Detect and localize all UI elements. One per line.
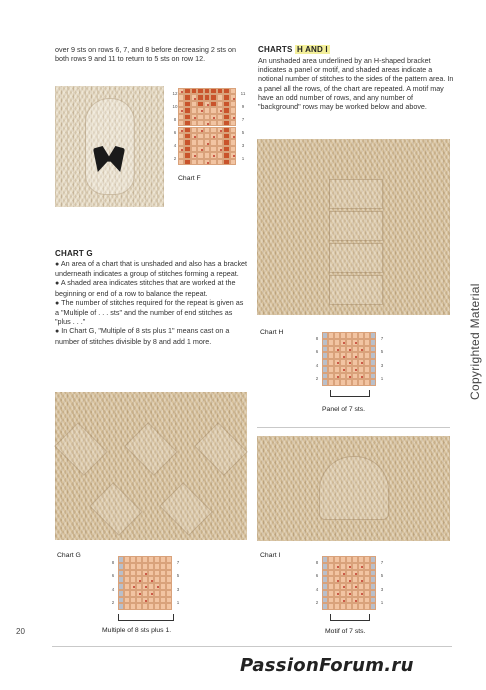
row-number: 4	[111, 586, 115, 592]
purl-dot	[349, 566, 351, 568]
chart-cell	[166, 583, 172, 590]
chart-cell	[166, 597, 172, 604]
purl-dot	[181, 91, 183, 93]
chart-cell	[166, 576, 172, 583]
row-number: 8	[111, 559, 115, 565]
chart-cell	[370, 366, 376, 373]
purl-dot	[207, 104, 209, 106]
purl-dot	[361, 593, 363, 595]
chart-cell	[370, 556, 376, 563]
page-number: 20	[16, 627, 25, 636]
purl-dot	[201, 110, 203, 112]
chart-cell	[166, 556, 172, 563]
purl-dot	[213, 117, 215, 119]
swatch-chart-g	[55, 392, 247, 540]
row-number: 7	[241, 117, 245, 123]
purl-dot	[207, 162, 209, 164]
purl-dot	[361, 362, 363, 364]
chart-cell	[370, 352, 376, 359]
row-number: 4	[173, 142, 177, 148]
row-number: 7	[380, 559, 384, 565]
purl-dot	[145, 586, 147, 588]
row-number: 4	[315, 586, 319, 592]
purl-dot	[337, 580, 339, 582]
purl-dot	[201, 130, 203, 132]
chart-i-grid	[322, 556, 376, 610]
chart-cell	[370, 373, 376, 380]
dome-motif	[319, 456, 389, 520]
bullet-4: ● In Chart G, "Multiple of 8 sts plus 1" means cast on a number of stitches divisible by 8 and add 1 more.	[55, 326, 230, 346]
chart-h-bracket	[330, 390, 370, 397]
chart-cell	[370, 590, 376, 597]
swatch-chart-f	[55, 86, 164, 207]
purl-dot	[145, 600, 147, 602]
row-number: 1	[380, 376, 384, 382]
row-number: 4	[315, 362, 319, 368]
purl-dot	[194, 136, 196, 138]
purl-dot	[355, 573, 357, 575]
row-number: 1	[176, 600, 180, 606]
purl-dot	[233, 98, 235, 100]
purl-dot	[337, 376, 339, 378]
purl-dot	[349, 580, 351, 582]
purl-dot	[343, 356, 345, 358]
chart-cell	[370, 583, 376, 590]
chart-i-caption: Motif of 7 sts.	[325, 628, 366, 635]
row-number: 2	[315, 376, 319, 382]
chart-g-heading: CHART G	[55, 249, 93, 258]
panel-motif	[329, 275, 383, 305]
purl-dot	[151, 593, 153, 595]
row-number: 2	[111, 600, 115, 606]
chart-cell	[370, 570, 376, 577]
chart-cell	[230, 159, 236, 165]
row-number: 2	[315, 600, 319, 606]
row-number: 11	[240, 91, 246, 97]
purl-dot	[337, 566, 339, 568]
row-number: 3	[380, 586, 384, 592]
chart-i-label: Chart I	[260, 552, 281, 559]
row-number: 2	[173, 155, 177, 161]
purl-dot	[343, 573, 345, 575]
purl-dot	[361, 580, 363, 582]
panel-motif	[329, 211, 383, 241]
chart-cell	[370, 603, 376, 610]
purl-dot	[349, 376, 351, 378]
row-number: 5	[241, 129, 245, 135]
purl-dot	[361, 376, 363, 378]
purl-dot	[349, 362, 351, 364]
purl-dot	[220, 130, 222, 132]
purl-dot	[355, 342, 357, 344]
purl-dot	[181, 130, 183, 132]
purl-dot	[233, 117, 235, 119]
chart-f-label: Chart F	[178, 175, 201, 182]
chart-cell	[166, 603, 172, 610]
purl-dot	[139, 593, 141, 595]
row-number: 8	[315, 559, 319, 565]
purl-dot	[194, 98, 196, 100]
diamond-motif	[54, 422, 108, 476]
row-number: 3	[176, 586, 180, 592]
purl-dot	[343, 600, 345, 602]
purl-dot	[207, 143, 209, 145]
purl-dot	[207, 123, 209, 125]
chart-cell	[370, 379, 376, 386]
purl-dot	[337, 593, 339, 595]
purl-dot	[157, 586, 159, 588]
purl-dot	[355, 356, 357, 358]
purl-dot	[355, 600, 357, 602]
row-number: 3	[380, 362, 384, 368]
purl-dot	[355, 369, 357, 371]
panel-motif	[329, 179, 383, 209]
intro-text: over 9 sts on rows 6, 7, and 8 before decreasing 2 sts on both rows 9 and 11 to return to 5 sts on row 12.	[55, 45, 236, 64]
side-copyright-text: Copyrighted Material	[468, 283, 482, 400]
chart-h-grid	[322, 332, 376, 386]
chart-g-grid	[118, 556, 172, 610]
row-number: 7	[176, 559, 180, 565]
chart-h-label: Chart H	[260, 329, 284, 336]
purl-dot	[337, 362, 339, 364]
footer-divider	[52, 646, 452, 647]
bullet-2: ● A shaded area indicates stitches that are worked at the beginning or end of a row to balance the repeat.	[55, 278, 236, 298]
purl-dot	[361, 349, 363, 351]
chart-cell	[370, 346, 376, 353]
purl-dot	[213, 136, 215, 138]
diamond-motif	[159, 482, 213, 536]
row-number: 10	[172, 104, 178, 110]
chart-cell	[166, 590, 172, 597]
bullet-1: ● An area of a chart that is unshaded and also has a bracket underneath indicates a group of stitches forming a repeat.	[55, 259, 248, 279]
purl-dot	[337, 349, 339, 351]
purl-dot	[355, 586, 357, 588]
chart-cell	[370, 597, 376, 604]
purl-dot	[343, 586, 345, 588]
purl-dot	[151, 580, 153, 582]
diamond-motif	[194, 422, 248, 476]
row-number: 8	[173, 117, 177, 123]
row-number: 5	[380, 349, 384, 355]
row-number: 6	[315, 349, 319, 355]
purl-dot	[213, 155, 215, 157]
row-number: 3	[241, 142, 245, 148]
purl-dot	[139, 580, 141, 582]
purl-dot	[194, 117, 196, 119]
diamond-motif	[89, 482, 143, 536]
chart-cell	[166, 563, 172, 570]
row-number: 8	[315, 335, 319, 341]
chart-g-label: Chart G	[57, 552, 81, 559]
purl-dot	[181, 110, 183, 112]
row-number: 5	[176, 573, 180, 579]
purl-dot	[343, 369, 345, 371]
chart-h-caption: Panel of 7 sts.	[322, 406, 366, 413]
charts-hi-text: An unshaded area underlined by an H-shaped bracket indicates a panel or motif, and shaded areas indicate a notional number of stitches to the sides of the pattern area. In a panel all the rows, of the chart are repeated. A motif may have an odd number of rows, and any number of "background" rows may be worked below and above.	[258, 56, 454, 112]
watermark-text: PassionForum.ru	[240, 655, 414, 676]
row-number: 1	[241, 155, 245, 161]
purl-dot	[194, 155, 196, 157]
charts-hi-heading: CHARTS H AND I	[258, 45, 328, 54]
purl-dot	[233, 155, 235, 157]
leaf-motif	[85, 98, 135, 195]
diamond-motif	[124, 422, 178, 476]
chart-cell	[370, 576, 376, 583]
row-number: 6	[111, 573, 115, 579]
purl-dot	[145, 573, 147, 575]
purl-dot	[343, 342, 345, 344]
purl-dot	[220, 149, 222, 151]
swatch-chart-i	[257, 436, 450, 541]
row-number: 9	[241, 104, 245, 110]
purl-dot	[233, 136, 235, 138]
chart-cell	[166, 570, 172, 577]
purl-dot	[361, 566, 363, 568]
chart-cell	[370, 563, 376, 570]
chart-cell	[370, 339, 376, 346]
chart-i-bracket	[330, 614, 370, 621]
row-number: 6	[315, 573, 319, 579]
purl-dot	[181, 149, 183, 151]
purl-dot	[349, 349, 351, 351]
purl-dot	[349, 593, 351, 595]
swatch-chart-h	[257, 139, 450, 315]
chart-cell	[370, 332, 376, 339]
panel-motif	[329, 243, 383, 273]
chart-g-caption: Multiple of 8 sts plus 1.	[102, 627, 172, 634]
purl-dot	[133, 586, 135, 588]
row-number: 5	[380, 573, 384, 579]
section-divider	[257, 427, 450, 428]
chart-cell	[370, 359, 376, 366]
row-number: 1	[380, 600, 384, 606]
chart-f-grid	[178, 88, 236, 165]
purl-dot	[220, 110, 222, 112]
bullet-3: ● The number of stitches required for the repeat is given as a "Multiple of . . . sts" and the number of end stitches as "plus . . ."	[55, 297, 244, 327]
chart-g-bullets	[55, 259, 249, 346]
row-number: 6	[173, 129, 177, 135]
row-number: 7	[380, 335, 384, 341]
purl-dot	[201, 149, 203, 151]
row-number: 12	[172, 91, 178, 97]
chart-g-bracket	[118, 614, 174, 621]
